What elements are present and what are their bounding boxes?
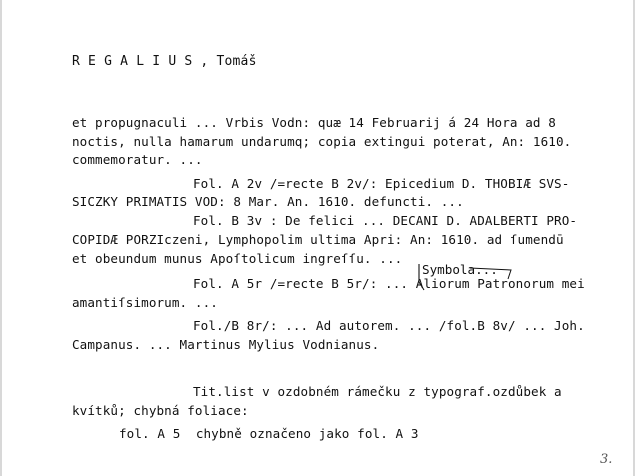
text-line-1: et propugnaculi ... Vrbis Vodn: quæ 14 Februarij á 24 Hora ad 8 — [72, 115, 556, 130]
text-line-7: COPIDÆ PORZIczeni, Lymphopolim ultima Apri: An: 1610. ad ſumendū — [72, 232, 564, 247]
text-line-6: Fol. B 3v : De felici ... DECANI D. ADALBERTI PRO- — [193, 213, 578, 228]
text-line-14: kvítků; chybná foliace: — [72, 403, 249, 418]
card-title: R E G A L I U S , Tomáš — [72, 54, 257, 69]
text-line-15: fol. A 5 chybně označeno jako fol. A 3 — [119, 426, 419, 441]
handwritten-insertion: Symbola... — [422, 262, 498, 277]
text-line-8: et obeundum munus Apoſtolicum ingreſſu. ... — [72, 251, 403, 266]
text-line-12: Campanus. ... Martinus Mylius Vodnianus. — [72, 337, 380, 352]
text-line-4: Fol. A 2v /=recte B 2v/: Epicedium D. THOBIÆ SVS- — [193, 176, 570, 191]
text-line-13: Tit.list v ozdobném rámečku z typograf.ozdůbek a — [193, 384, 562, 399]
corner-note: 3. — [600, 452, 613, 467]
text-line-2: noctis, nulla hamarum undarumq; copia extingui poterat, An: 1610. — [72, 134, 572, 149]
text-line-3: commemoratur. ... — [72, 152, 203, 167]
text-line-10: amantiſsimorum. ... — [72, 295, 218, 310]
text-line-5: SICZKY PRIMATIS VOD: 8 Mar. An. 1610. defuncti. ... — [72, 194, 464, 209]
text-line-9: Fol. A 5r /=recte B 5r/: ... Aliorum Patronorum mei — [193, 276, 585, 291]
text-line-11: Fol./B 8r/: ... Ad autorem. ... /fol.B 8v/ ... Joh. — [193, 318, 585, 333]
